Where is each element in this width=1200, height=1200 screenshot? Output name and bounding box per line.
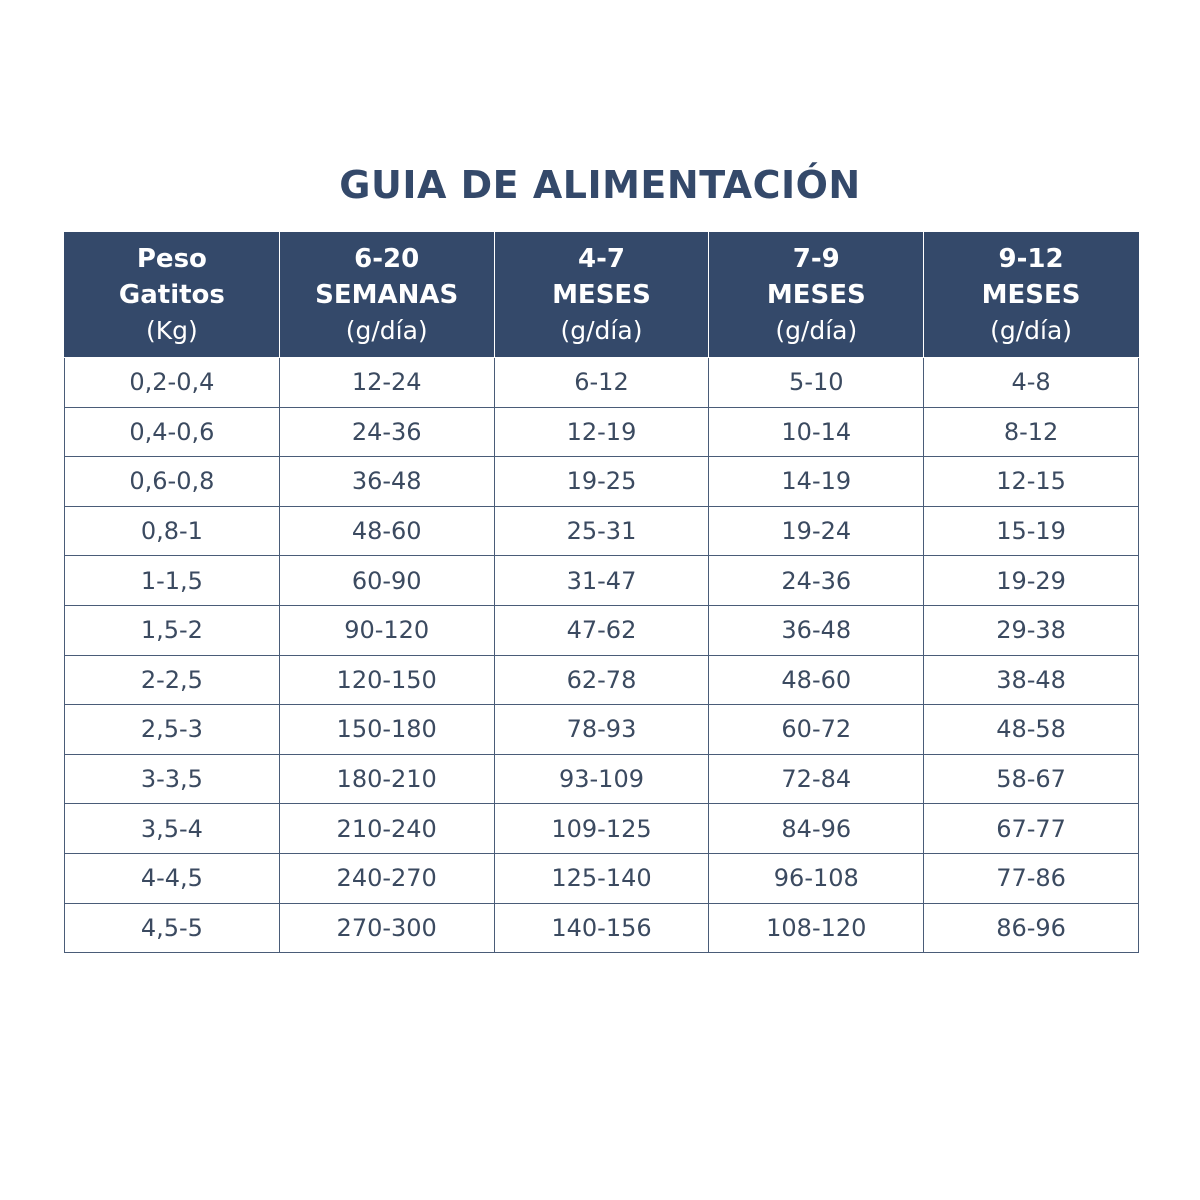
table-row bbox=[65, 407, 1139, 457]
months-9-12-cell: 58-67 bbox=[924, 754, 1139, 804]
weight-cell: 3-3,5 bbox=[65, 754, 280, 804]
table-row bbox=[65, 655, 1139, 705]
weeks-6-20-cell: 36-48 bbox=[279, 457, 494, 507]
weeks-6-20-cell: 270-300 bbox=[279, 903, 494, 953]
table-row bbox=[65, 457, 1139, 507]
months-7-9-cell: 108-120 bbox=[709, 903, 924, 953]
months-9-12-cell: 29-38 bbox=[924, 605, 1139, 655]
header-unit: (g/día) bbox=[345, 316, 428, 345]
months-4-7-cell: 6-12 bbox=[494, 358, 709, 408]
months-9-12-cell: 67-77 bbox=[924, 804, 1139, 854]
header-line1: 6-20 bbox=[354, 244, 420, 274]
months-7-9-cell: 60-72 bbox=[709, 705, 924, 755]
months-7-9-cell: 24-36 bbox=[709, 556, 924, 606]
header-row bbox=[65, 233, 1139, 358]
weeks-6-20-cell: 180-210 bbox=[279, 754, 494, 804]
weeks-6-20-cell: 60-90 bbox=[279, 556, 494, 606]
table-row bbox=[65, 358, 1139, 408]
feeding-guide-table bbox=[64, 232, 1139, 953]
header-unit: (g/día) bbox=[560, 316, 643, 345]
header-unit: (g/día) bbox=[990, 316, 1073, 345]
months-7-9-cell: 36-48 bbox=[709, 605, 924, 655]
months-7-9-cell: 72-84 bbox=[709, 754, 924, 804]
header-line1: 4-7 bbox=[578, 244, 625, 274]
header-cell-4-7-months bbox=[494, 233, 709, 358]
months-7-9-cell: 19-24 bbox=[709, 506, 924, 556]
months-7-9-cell: 14-19 bbox=[709, 457, 924, 507]
months-4-7-cell: 109-125 bbox=[494, 804, 709, 854]
months-4-7-cell: 47-62 bbox=[494, 605, 709, 655]
table-row bbox=[65, 804, 1139, 854]
weight-cell: 0,2-0,4 bbox=[65, 358, 280, 408]
months-4-7-cell: 19-25 bbox=[494, 457, 709, 507]
weight-cell: 4-4,5 bbox=[65, 853, 280, 903]
months-9-12-cell: 19-29 bbox=[924, 556, 1139, 606]
months-7-9-cell: 10-14 bbox=[709, 407, 924, 457]
weeks-6-20-cell: 210-240 bbox=[279, 804, 494, 854]
months-9-12-cell: 4-8 bbox=[924, 358, 1139, 408]
months-7-9-cell: 96-108 bbox=[709, 853, 924, 903]
table-row bbox=[65, 754, 1139, 804]
header-line2: SEMANAS bbox=[315, 280, 459, 310]
header-line1: 7-9 bbox=[792, 244, 840, 274]
weight-cell: 3,5-4 bbox=[65, 804, 280, 854]
table-body bbox=[65, 358, 1139, 953]
months-4-7-cell: 78-93 bbox=[494, 705, 709, 755]
header-line2: MESES bbox=[766, 280, 866, 310]
table-row bbox=[65, 853, 1139, 903]
months-4-7-cell: 25-31 bbox=[494, 506, 709, 556]
months-9-12-cell: 8-12 bbox=[924, 407, 1139, 457]
header-unit: (g/día) bbox=[775, 316, 858, 345]
weeks-6-20-cell: 90-120 bbox=[279, 605, 494, 655]
months-7-9-cell: 48-60 bbox=[709, 655, 924, 705]
header-line2: MESES bbox=[552, 280, 651, 310]
months-4-7-cell: 31-47 bbox=[494, 556, 709, 606]
table-row bbox=[65, 506, 1139, 556]
months-4-7-cell: 125-140 bbox=[494, 853, 709, 903]
months-4-7-cell: 93-109 bbox=[494, 754, 709, 804]
table-row bbox=[65, 556, 1139, 606]
header-line2: Gatitos bbox=[118, 280, 225, 310]
table-row bbox=[65, 903, 1139, 953]
header-line1: 9-12 bbox=[998, 244, 1064, 274]
weight-cell: 1,5-2 bbox=[65, 605, 280, 655]
weeks-6-20-cell: 240-270 bbox=[279, 853, 494, 903]
weeks-6-20-cell: 48-60 bbox=[279, 506, 494, 556]
weeks-6-20-cell: 150-180 bbox=[279, 705, 494, 755]
page-title: GUIA DE ALIMENTACIÓN bbox=[339, 163, 861, 207]
months-9-12-cell: 77-86 bbox=[924, 853, 1139, 903]
months-4-7-cell: 140-156 bbox=[494, 903, 709, 953]
header-line2: MESES bbox=[981, 280, 1081, 310]
header-cell-7-9-months bbox=[709, 233, 924, 358]
months-9-12-cell: 48-58 bbox=[924, 705, 1139, 755]
months-9-12-cell: 15-19 bbox=[924, 506, 1139, 556]
header-unit: (Kg) bbox=[146, 316, 198, 345]
header-cell-weight bbox=[65, 233, 280, 358]
table-row bbox=[65, 705, 1139, 755]
weight-cell: 1-1,5 bbox=[65, 556, 280, 606]
weight-cell: 0,8-1 bbox=[65, 506, 280, 556]
weeks-6-20-cell: 24-36 bbox=[279, 407, 494, 457]
weight-cell: 2-2,5 bbox=[65, 655, 280, 705]
header-cell-6-20-weeks bbox=[279, 233, 494, 358]
weight-cell: 0,6-0,8 bbox=[65, 457, 280, 507]
months-4-7-cell: 12-19 bbox=[494, 407, 709, 457]
weight-cell: 4,5-5 bbox=[65, 903, 280, 953]
table-header bbox=[65, 233, 1139, 358]
weight-cell: 0,4-0,6 bbox=[65, 407, 280, 457]
months-9-12-cell: 86-96 bbox=[924, 903, 1139, 953]
months-9-12-cell: 12-15 bbox=[924, 457, 1139, 507]
months-4-7-cell: 62-78 bbox=[494, 655, 709, 705]
header-line1: Peso bbox=[136, 244, 207, 274]
table-row bbox=[65, 605, 1139, 655]
weeks-6-20-cell: 12-24 bbox=[279, 358, 494, 408]
weight-cell: 2,5-3 bbox=[65, 705, 280, 755]
weeks-6-20-cell: 120-150 bbox=[279, 655, 494, 705]
months-7-9-cell: 5-10 bbox=[709, 358, 924, 408]
header-cell-9-12-months bbox=[924, 233, 1139, 358]
months-9-12-cell: 38-48 bbox=[924, 655, 1139, 705]
months-7-9-cell: 84-96 bbox=[709, 804, 924, 854]
